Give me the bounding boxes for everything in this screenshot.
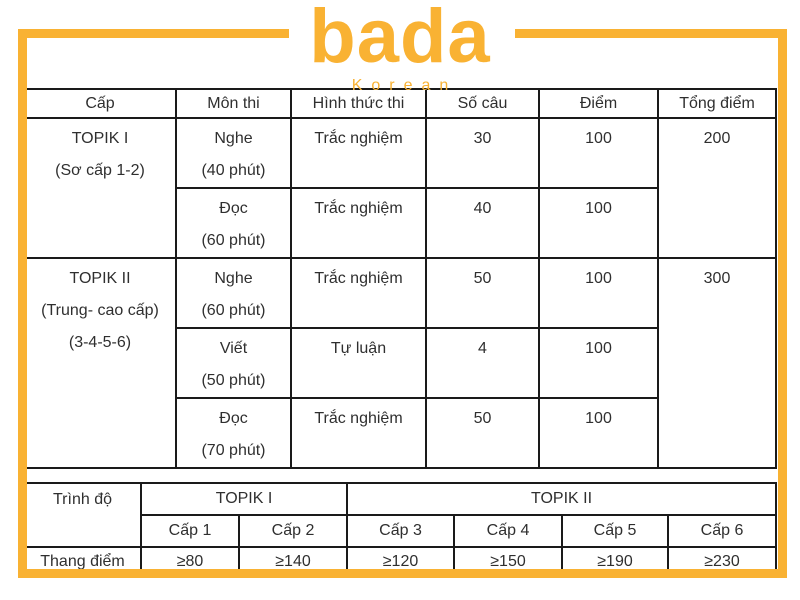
subject-name: Đọc xyxy=(219,200,248,217)
subject-cell xyxy=(176,188,291,258)
level-name: TOPIK I xyxy=(71,130,129,147)
level-detail: (Sơ cấp 1-2) xyxy=(55,162,145,179)
subject-duration: (60 phút) xyxy=(201,232,266,249)
level-detail: (3-4-5-6) xyxy=(68,334,132,351)
scale-section-topik2: TOPIK II xyxy=(347,483,776,515)
scale-header-row xyxy=(24,483,776,515)
table-row xyxy=(24,258,776,328)
format-cell: Trắc nghiệm xyxy=(291,398,426,468)
score-cell: 100 xyxy=(539,328,658,398)
brand-logo-subtitle: Korean xyxy=(351,77,458,94)
level-cell-topik2 xyxy=(24,258,176,468)
exam-structure-table xyxy=(23,88,777,469)
level-detail: (Trung- cao cấp) xyxy=(41,302,159,319)
header-format: Hình thức thi xyxy=(291,89,426,118)
total-score-cell-topik2: 300 xyxy=(658,258,776,468)
subject-cell xyxy=(176,398,291,468)
scale-section-topik1: TOPIK I xyxy=(141,483,347,515)
scale-row-label-level: Trình độ xyxy=(24,483,141,547)
questions-cell: 40 xyxy=(426,188,539,258)
level-cell-topik1 xyxy=(24,118,176,258)
subject-duration: (40 phút) xyxy=(201,162,266,179)
questions-cell: 4 xyxy=(426,328,539,398)
subject-name: Viết xyxy=(219,340,248,357)
score-cell: 100 xyxy=(539,398,658,468)
questions-cell: 50 xyxy=(426,398,539,468)
subject-duration: (60 phút) xyxy=(201,302,266,319)
format-cell: Trắc nghiệm xyxy=(291,188,426,258)
header-score: Điểm xyxy=(539,89,658,118)
questions-cell: 50 xyxy=(426,258,539,328)
score-scale-table xyxy=(23,482,777,577)
subject-cell xyxy=(176,258,291,328)
level-label: Cấp 4 xyxy=(454,515,562,547)
min-score: ≥120 xyxy=(347,547,454,576)
total-score-cell-topik1: 200 xyxy=(658,118,776,258)
subject-name: Nghe xyxy=(214,270,253,287)
score-cell: 100 xyxy=(539,188,658,258)
scale-scores-row xyxy=(24,547,776,576)
header-total-score: Tổng điểm xyxy=(658,89,776,118)
level-label: Cấp 6 xyxy=(668,515,776,547)
min-score: ≥150 xyxy=(454,547,562,576)
subject-cell xyxy=(176,328,291,398)
format-cell: Tự luận xyxy=(291,328,426,398)
header-level: Cấp xyxy=(24,89,176,118)
level-name: TOPIK II xyxy=(69,270,131,287)
score-cell: 100 xyxy=(539,118,658,188)
level-label: Cấp 2 xyxy=(239,515,347,547)
brand-logo-text: bada xyxy=(309,0,491,79)
format-cell: Trắc nghiệm xyxy=(291,118,426,188)
questions-cell: 30 xyxy=(426,118,539,188)
table-row xyxy=(24,118,776,188)
min-score: ≥230 xyxy=(668,547,776,576)
subject-name: Nghe xyxy=(214,130,253,147)
format-cell: Trắc nghiệm xyxy=(291,258,426,328)
subject-cell xyxy=(176,118,291,188)
brand-logo xyxy=(0,0,800,96)
header-subject: Môn thi xyxy=(176,89,291,118)
subject-duration: (50 phút) xyxy=(201,372,266,389)
min-score: ≥190 xyxy=(562,547,668,576)
level-label: Cấp 3 xyxy=(347,515,454,547)
min-score: ≥80 xyxy=(141,547,239,576)
level-label: Cấp 5 xyxy=(562,515,668,547)
scale-row-label-score: Thang điểm xyxy=(24,547,141,576)
subject-duration: (70 phút) xyxy=(201,442,266,459)
min-score: ≥140 xyxy=(239,547,347,576)
header-questions: Số câu xyxy=(426,89,539,118)
score-cell: 100 xyxy=(539,258,658,328)
level-label: Cấp 1 xyxy=(141,515,239,547)
subject-name: Đọc xyxy=(219,410,248,427)
